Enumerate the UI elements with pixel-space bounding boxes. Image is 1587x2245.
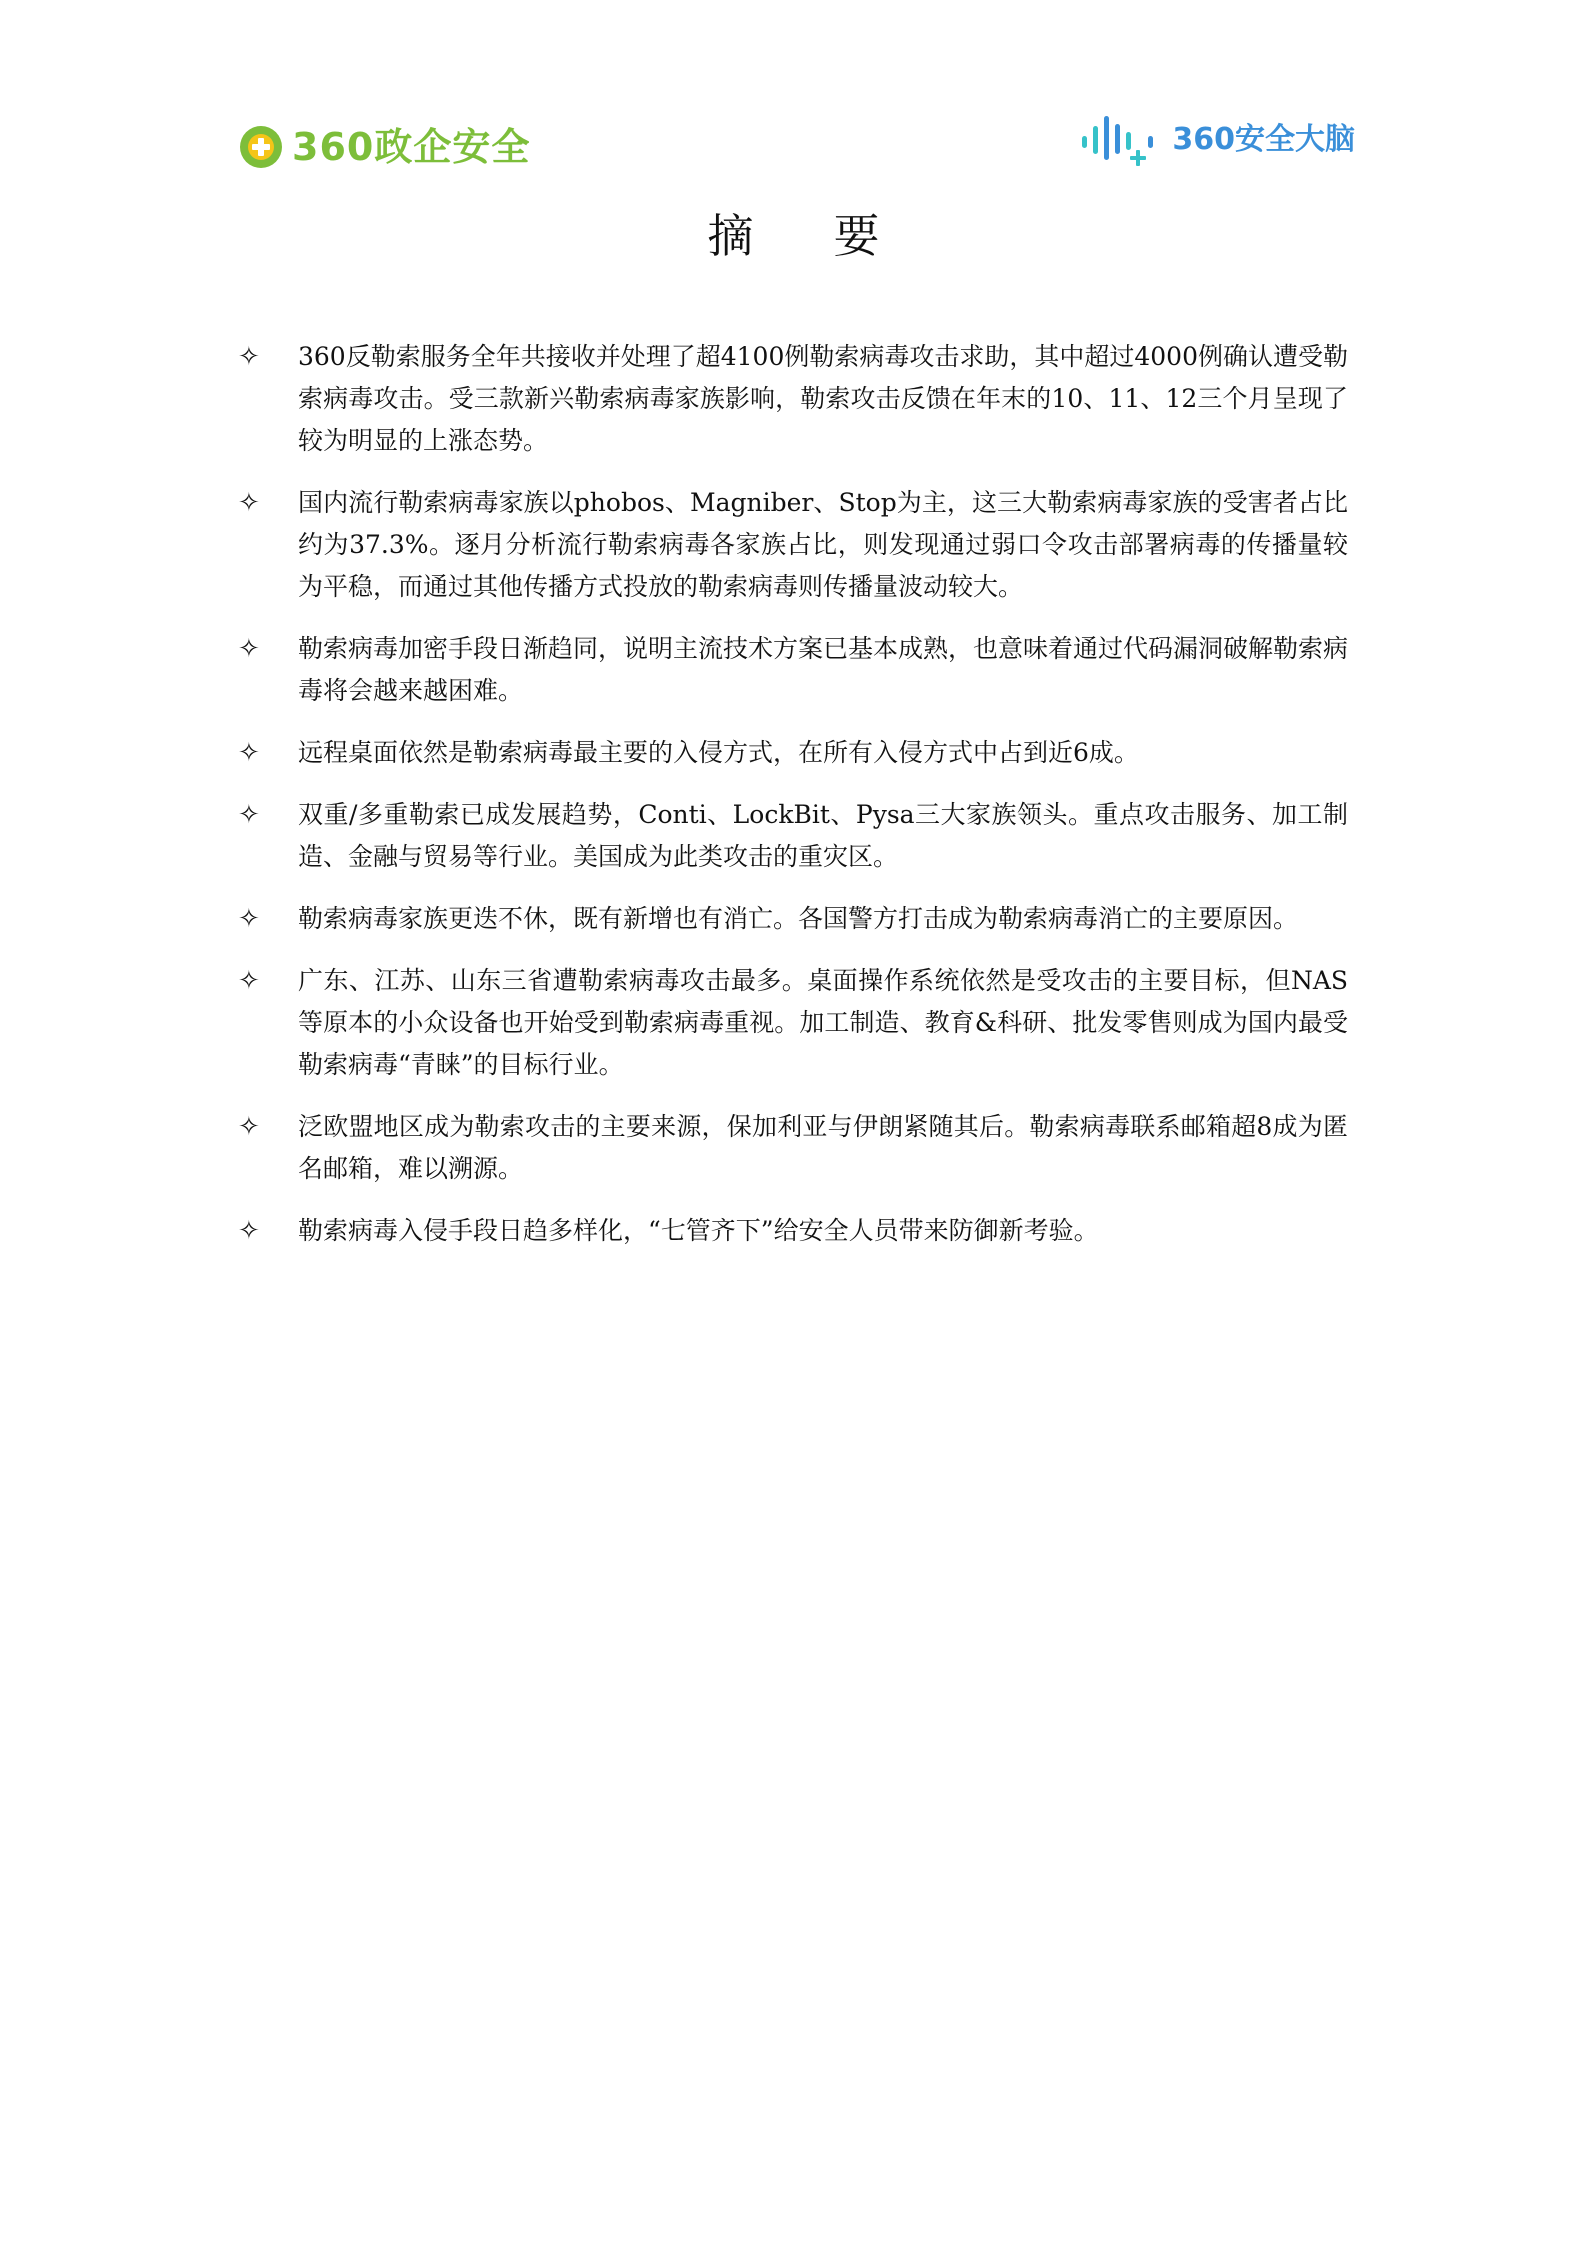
diamond-star-bullet-icon: ✧	[238, 800, 260, 830]
summary-item	[238, 1106, 1348, 1190]
summary-item-text: 远程桌面依然是勒索病毒最主要的入侵方式，在所有入侵方式中占到近6成。	[298, 738, 1139, 767]
summary-list	[238, 336, 1348, 1272]
diamond-star-bullet-icon: ✧	[238, 904, 260, 934]
diamond-star-bullet-icon: ✧	[238, 738, 260, 768]
summary-item-text: 勒索病毒入侵手段日趋多样化，“七管齐下”给安全人员带来防御新考验。	[298, 1216, 1099, 1245]
summary-item	[238, 732, 1348, 774]
summary-item	[238, 898, 1348, 940]
diamond-star-bullet-icon: ✧	[238, 1112, 260, 1142]
right-logo-text: 360安全大脑	[1172, 122, 1355, 157]
summary-item	[238, 628, 1348, 712]
summary-item-text: 广东、江苏、山东三省遭勒索病毒攻击最多。桌面操作系统依然是受攻击的主要目标，但NAS等原本的小众设备也开始受到勒索病毒重视。加工制造、教育&科研、批发零售则成为国内最受勒索病毒“青睐”的目标行业。	[298, 966, 1348, 1079]
summary-item-text: 360反勒索服务全年共接收并处理了超4100例勒索病毒攻击求助，其中超过4000例确认遭受勒索病毒攻击。受三款新兴勒索病毒家族影响，勒索攻击反馈在年末的10、11、12三个月呈现了较为明显的上涨态势。	[298, 342, 1348, 455]
diamond-star-bullet-icon: ✧	[238, 488, 260, 518]
left-logo-text: 360政企安全	[292, 125, 531, 169]
page-title: 摘要	[707, 209, 960, 263]
diamond-star-bullet-icon: ✧	[238, 342, 260, 372]
logo-360-zhengqi-anquan	[238, 123, 530, 171]
plus-circle-logo-icon	[238, 124, 284, 170]
summary-item-text: 国内流行勒索病毒家族以phobos、Magniber、Stop为主，这三大勒索病毒家族的受害者占比约为37.3%。逐月分析流行勒索病毒各家族占比，则发现通过弱口令攻击部署病毒的传播量较为平稳，而通过其他传播方式投放的勒索病毒则传播量波动较大。	[298, 488, 1348, 601]
summary-item	[238, 794, 1348, 878]
sound-wave-logo-icon	[1080, 110, 1160, 170]
summary-item	[238, 960, 1348, 1086]
summary-item	[238, 336, 1348, 462]
logo-360-anquan-danao	[1080, 110, 1355, 170]
summary-item	[238, 482, 1348, 608]
diamond-star-bullet-icon: ✧	[238, 1216, 260, 1246]
summary-item-text: 勒索病毒加密手段日渐趋同，说明主流技术方案已基本成熟，也意味着通过代码漏洞破解勒索病毒将会越来越困难。	[298, 634, 1349, 705]
summary-item-text: 泛欧盟地区成为勒索攻击的主要来源，保加利亚与伊朗紧随其后。勒索病毒联系邮箱超8成为匿名邮箱，难以溯源。	[298, 1112, 1348, 1183]
summary-item-text: 双重/多重勒索已成发展趋势，Conti、LockBit、Pysa三大家族领头。重点攻击服务、加工制造、金融与贸易等行业。美国成为此类攻击的重灾区。	[298, 800, 1348, 871]
summary-item	[238, 1210, 1348, 1252]
summary-item-text: 勒索病毒家族更迭不休，既有新增也有消亡。各国警方打击成为勒索病毒消亡的主要原因。	[298, 904, 1299, 933]
diamond-star-bullet-icon: ✧	[238, 634, 260, 664]
diamond-star-bullet-icon: ✧	[238, 966, 260, 996]
